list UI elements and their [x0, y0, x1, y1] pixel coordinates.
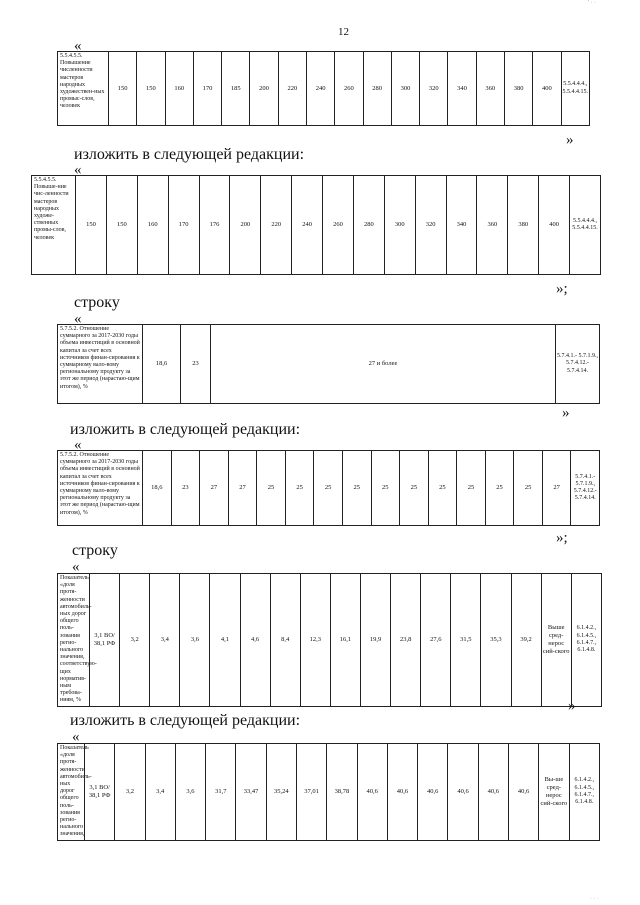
- table-cell: 160: [165, 52, 193, 126]
- table-cell: 300: [384, 176, 415, 275]
- table-cell: 170: [168, 176, 199, 275]
- table-cell: 40,6: [448, 744, 478, 841]
- phrase-replace: изложить в следующей редакции:: [70, 712, 301, 729]
- table-cell: 220: [261, 176, 292, 275]
- table-cell: 300: [391, 52, 419, 126]
- table-cell: 40,6: [478, 744, 508, 841]
- table-masters-old: [57, 51, 590, 126]
- table-cell: 400: [539, 176, 570, 275]
- phrase-row: строку: [72, 542, 118, 559]
- table-cell: 23: [171, 451, 200, 526]
- table-cell: 3,4: [150, 574, 180, 707]
- open-quote: «: [74, 311, 82, 327]
- table-cell: 380: [504, 52, 532, 126]
- table-cell: 23: [181, 325, 211, 404]
- table-row: [58, 744, 600, 841]
- ref-cell: 5.5.4.4.4., 5.5.4.4.15.: [561, 52, 590, 126]
- table-row: [32, 176, 601, 275]
- table-cell: 280: [353, 176, 384, 275]
- table-cell: 280: [363, 52, 391, 126]
- table-cell: 150: [137, 52, 165, 126]
- table-roads-new: [57, 743, 600, 841]
- table-cell: 16,1: [330, 574, 360, 707]
- ref-cell: 5.7.4.1.- 5.7.1.9., 5.7.4.12.- 5.7.4.14.: [571, 451, 600, 526]
- table-cell: 360: [476, 52, 504, 126]
- table-cell: 340: [448, 52, 476, 126]
- table-cell: 18,6: [143, 325, 181, 404]
- table-cell: 150: [76, 176, 107, 275]
- table-cell: 3,6: [180, 574, 210, 707]
- open-quote: «: [74, 162, 82, 178]
- table-cell: Вы-ше сред-нерос сий-ского: [539, 744, 569, 841]
- table-cell: 4,6: [240, 574, 270, 707]
- row-label: Показатель «доля протя-женности автомобиль-ных дорог общего поль-зования регио-нального значения,: [58, 744, 85, 841]
- ref-cell: 5.7.4.1.- 5.7.1.9., 5.7.4.12.- 5.7.4.14.: [556, 325, 600, 404]
- phrase-replace: изложить в следующей редакции:: [74, 146, 305, 163]
- table-cell: 40,6: [418, 744, 448, 841]
- table-cell: 40,6: [357, 744, 387, 841]
- table-cell: 3,2: [120, 574, 150, 707]
- table-cell: 31,7: [206, 744, 236, 841]
- table-cell: 240: [306, 52, 334, 126]
- table-cell: 18,6: [143, 451, 172, 526]
- table-cell: 220: [278, 52, 306, 126]
- table-cell: 25: [514, 451, 543, 526]
- table-cell: 31,5: [451, 574, 481, 707]
- table-cell: 25: [314, 451, 343, 526]
- table-cell: 27,6: [421, 574, 451, 707]
- corner-mark-bottom: · · ·: [590, 896, 599, 902]
- table-cell: 160: [137, 176, 168, 275]
- table-cell: 25: [428, 451, 457, 526]
- table-cell: 400: [533, 52, 561, 126]
- table-cell: 4,1: [210, 574, 240, 707]
- table-cell: 25: [285, 451, 314, 526]
- table-cell: 260: [335, 52, 363, 126]
- table-row: [58, 451, 600, 526]
- row-label: 5.5.4.5.5. Повыше-ние чис-ленности мастеров народных художе-ственных промы-слов, человек: [32, 176, 76, 275]
- table-cell: Выше сред-нерос сий-ского: [541, 574, 571, 707]
- table-cell: 200: [250, 52, 278, 126]
- table-cell: 3,4: [145, 744, 175, 841]
- table-cell: 27: [542, 451, 571, 526]
- table-cell: 320: [420, 52, 448, 126]
- table-cell: 27: [228, 451, 257, 526]
- close-quote: »;: [556, 530, 568, 546]
- table-cell: 25: [485, 451, 514, 526]
- table-cell: 260: [323, 176, 354, 275]
- open-quote: «: [72, 559, 80, 575]
- table-cell: 340: [446, 176, 477, 275]
- table-cell: 39,2: [511, 574, 541, 707]
- table-cell: 35,3: [481, 574, 511, 707]
- table-cell: 25: [400, 451, 429, 526]
- open-quote: «: [74, 38, 82, 54]
- table-investment-new: [57, 450, 600, 526]
- row-label: Показатель «доля протя-женности автомобиль-ных дорог общего поль-зования регио-нального значения, соответствую-щих норматив-ным требова-ниям, %: [58, 574, 90, 707]
- table-masters-new: [31, 175, 601, 275]
- phrase-replace: изложить в следующей редакции:: [70, 421, 301, 438]
- table-cell: 170: [193, 52, 221, 126]
- open-quote: «: [74, 437, 82, 453]
- open-quote: «: [72, 729, 80, 745]
- table-cell-merged: 27 и более: [211, 325, 556, 404]
- row-label: 5.7.5.2. Отношение суммарного за 2017-2030 годы объема инвестиций в основной капитал за счет всех источников финан-сирования к суммарному вало-вому региональному продукту за этот же период (нарастаю-щим итогом), %: [58, 325, 143, 404]
- table-cell: 8,4: [270, 574, 300, 707]
- table-cell: 150: [106, 176, 137, 275]
- table-cell: 176: [199, 176, 230, 275]
- table-cell: 360: [477, 176, 508, 275]
- close-quote: »;: [556, 281, 568, 297]
- table-cell: 19,9: [360, 574, 390, 707]
- table-cell: 25: [257, 451, 286, 526]
- close-quote: »: [566, 132, 574, 148]
- row-label: 5.5.4.5.5. Повышение численности мастеров народных художествен-ных промыс-слов, человек: [58, 52, 109, 126]
- table-roads-old: [57, 573, 602, 707]
- table-row: [58, 574, 602, 707]
- table-cell: 240: [292, 176, 323, 275]
- table-cell: 200: [230, 176, 261, 275]
- table-cell: 12,3: [300, 574, 330, 707]
- table-cell: 3,6: [175, 744, 205, 841]
- table-row: [58, 325, 600, 404]
- close-quote: »: [562, 405, 570, 421]
- table-cell: 25: [457, 451, 486, 526]
- table-investment-old: [57, 324, 600, 404]
- table-cell: 27: [200, 451, 229, 526]
- page-number: 12: [338, 26, 349, 38]
- table-cell: 3,2: [115, 744, 145, 841]
- ref-cell: 6.1.4.2., 6.1.4.5., 6.1.4.7., 6.1.4.8.: [571, 574, 601, 707]
- table-cell: 37,01: [296, 744, 326, 841]
- table-cell: 185: [222, 52, 250, 126]
- table-cell: 35,24: [266, 744, 296, 841]
- table-cell: 25: [342, 451, 371, 526]
- ref-cell: 5.5.4.4.4., 5.5.4.4.15.: [570, 176, 601, 275]
- table-cell: 40,6: [387, 744, 417, 841]
- table-cell: 320: [415, 176, 446, 275]
- table-cell: 3,1 ВО/ 38,1 РФ: [90, 574, 120, 707]
- table-cell: 380: [508, 176, 539, 275]
- ref-cell: 6.1.4.2., 6.1.4.5., 6.1.4.7., 6.1.4.8.: [569, 744, 600, 841]
- table-cell: 25: [371, 451, 400, 526]
- row-label: 5.7.5.2. Отношение суммарного за 2017-2030 годы объема инвестиций в основной капитал за счет всех источников финан-сирования к суммарному вало-вому региональному продукту за этот же период (нарастаю-щим итогом), %: [58, 451, 143, 526]
- table-cell: 150: [109, 52, 137, 126]
- table-cell: 38,78: [327, 744, 357, 841]
- close-quote: »: [568, 698, 576, 714]
- table-row: [58, 52, 590, 126]
- table-cell: 3,1 ВО/ 38,1 РФ: [85, 744, 115, 841]
- corner-mark-top: ' · ·: [588, 0, 597, 6]
- phrase-row: строку: [74, 294, 120, 311]
- table-cell: 33,47: [236, 744, 266, 841]
- table-cell: 40,6: [508, 744, 538, 841]
- table-cell: 23,8: [391, 574, 421, 707]
